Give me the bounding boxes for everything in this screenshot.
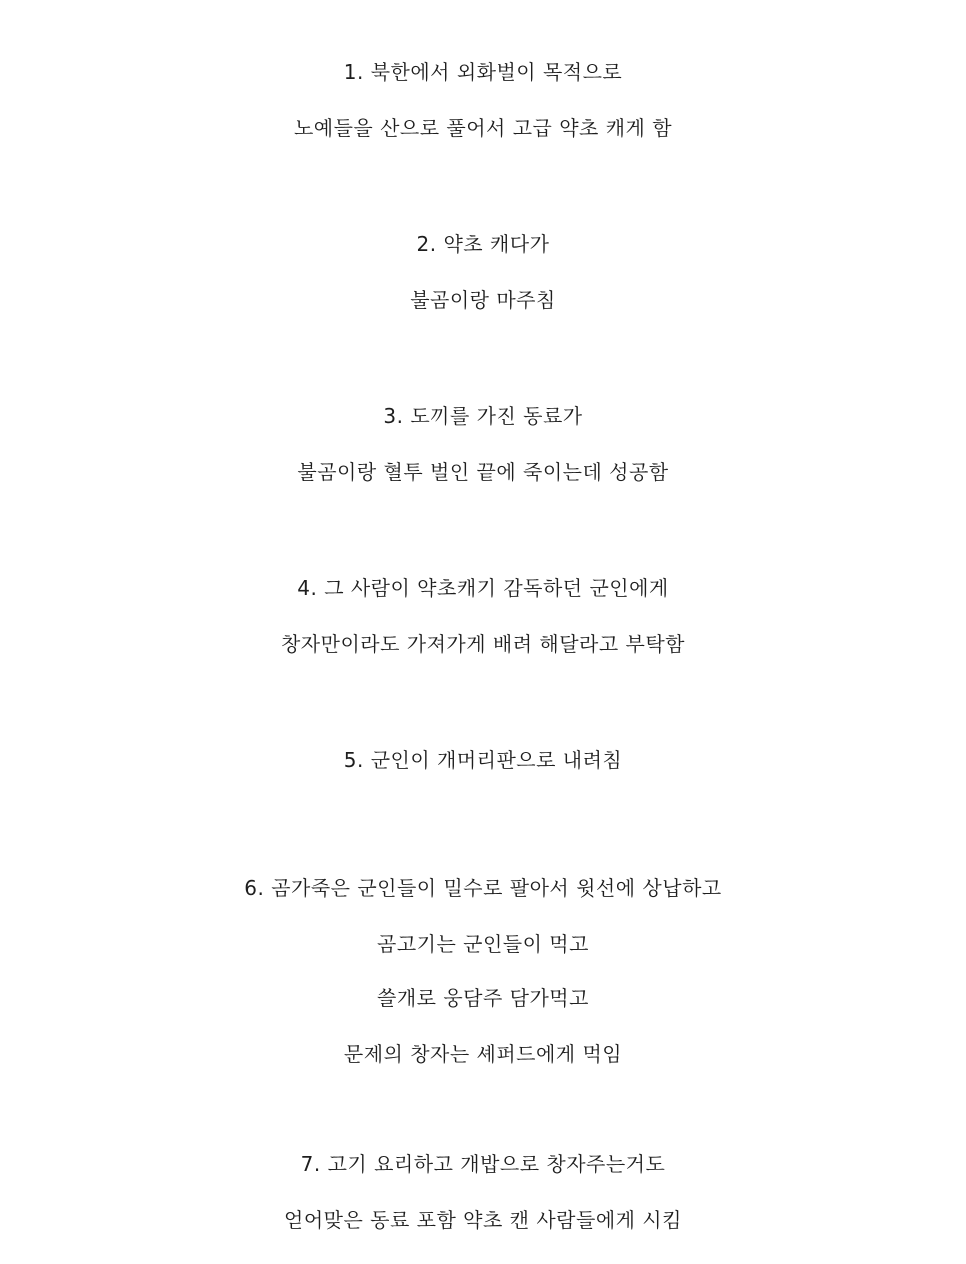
item-3-line-1: 3. 도끼를 가진 동료가 <box>383 404 583 428</box>
item-4-line-1: 4. 그 사람이 약초캐기 감독하던 군인에게 <box>297 576 669 600</box>
item-7-line-2: 얻어맞은 동료 포함 약초 캔 사람들에게 시킴 <box>284 1208 682 1232</box>
item-7-line-1: 7. 고기 요리하고 개밥으로 창자주는거도 <box>300 1152 666 1176</box>
item-6-line-2: 곰고기는 군인들이 먹고 <box>377 932 589 956</box>
item-1-line-1: 1. 북한에서 외화벌이 목적으로 <box>343 60 623 84</box>
item-2-line-2: 불곰이랑 마주침 <box>410 288 556 312</box>
item-6-line-1: 6. 곰가죽은 군인들이 밀수로 팔아서 윗선에 상납하고 <box>244 876 722 900</box>
item-3-line-2: 불곰이랑 혈투 벌인 끝에 죽이는데 성공함 <box>297 460 669 484</box>
item-6-line-3: 쓸개로 웅담주 담가먹고 <box>377 986 589 1010</box>
item-2-line-1: 2. 약초 캐다가 <box>416 232 550 256</box>
item-1-line-2: 노예들을 산으로 풀어서 고급 약초 캐게 함 <box>293 116 673 140</box>
item-5-line-1: 5. 군인이 개머리판으로 내려침 <box>343 748 623 772</box>
item-4-line-2: 창자만이라도 가져가게 배려 해달라고 부탁함 <box>280 632 685 656</box>
item-6-line-4: 문제의 창자는 셰퍼드에게 먹임 <box>343 1042 623 1066</box>
